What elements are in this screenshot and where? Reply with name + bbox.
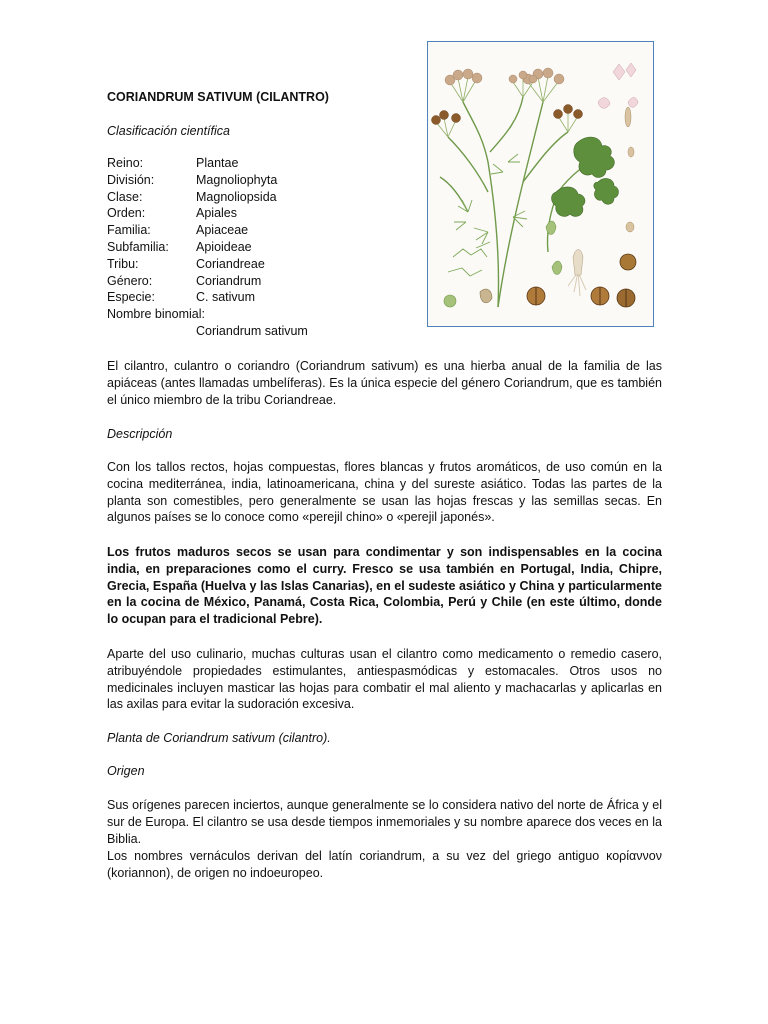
classification-row: [107, 189, 308, 206]
classification-value: Magnoliophyta: [196, 172, 278, 187]
binomial-value: Coriandrum sativum: [196, 323, 308, 338]
classification-key: Reino:: [107, 156, 144, 170]
classification-key: Género:: [107, 273, 153, 288]
classification-row: [107, 222, 308, 239]
coriander-plant-drawing: [428, 42, 653, 326]
classification-value: Plantae: [196, 156, 239, 170]
classification-row: [107, 256, 308, 273]
description-paragraph-1: Con los tallos rectos, hojas compuestas, flores blancas y frutos aromáticos, de uso común en la cocina mediterránea, india, latinoamericana, china y del sureste asiático. Todas las partes de la planta son comestibles, pero generalmente se usan las hojas frescas y las semillas secas. En algunos países se lo conoce como «perejil chino» o «perejil japonés».: [107, 460, 662, 525]
binomial-label: Nombre binomial:: [107, 307, 205, 322]
classification-row: [107, 155, 308, 172]
classification-value: Apiaceae: [196, 223, 249, 238]
plant-illustration: [427, 41, 654, 327]
classification-table: [107, 155, 308, 340]
origin-heading: Origen: [107, 764, 145, 778]
classification-key: Familia:: [107, 223, 151, 238]
figure-caption: Planta de Coriandrum sativum (cilantro).: [107, 731, 331, 745]
origin-paragraph-1: Sus orígenes parecen inciertos, aunque generalmente se lo considera nativo del norte de África y el sur de Europa. El cilantro se usa desde tiempos inmemoriales y su nombre aparece dos veces en la Biblia.: [107, 798, 662, 846]
classification-value: Coriandreae: [196, 256, 265, 271]
classification-row: [107, 273, 308, 290]
classification-key: Clase:: [107, 189, 143, 204]
origin-paragraph-2: Los nombres vernáculos derivan del latín coriandrum, a su vez del griego antiguo κορίαννον (koriannon), de origen no indoeuropeo.: [107, 849, 662, 880]
classification-key: Orden:: [107, 206, 146, 221]
classification-row: [107, 205, 308, 222]
classification-heading: Clasificación científica: [107, 124, 230, 138]
classification-row: [107, 172, 308, 189]
classification-value: Magnoliopsida: [196, 189, 277, 204]
classification-key: División:: [107, 172, 155, 187]
classification-key: Tribu:: [107, 256, 139, 271]
classification-value: Apiales: [196, 206, 237, 221]
description-paragraph-3: Aparte del uso culinario, muchas culturas usan el cilantro como medicamento o remedio casero, atribuyéndole propiedades estimulantes, antiespasmódicas y estomacales. Otros usos no medicinales incluyen masticar las hojas para combatir el mal aliento y machacarlas y aplicarlas en las axilas para evitar la sudoración excesiva.: [107, 647, 662, 712]
document-title: CORIANDRUM SATIVUM (CILANTRO): [107, 90, 329, 104]
classification-key: Subfamilia:: [107, 239, 169, 254]
description-heading: Descripción: [107, 427, 173, 441]
classification-value: Coriandrum: [196, 273, 262, 288]
classification-row: [107, 239, 308, 256]
classification-key: Especie:: [107, 290, 155, 305]
description-paragraph-2: Los frutos maduros secos se usan para condimentar y son indispensables en la cocina india, en preparaciones como el curry. Fresco se usa también en Portugal, India, Chipre, Grecia, España (Huelva y las Islas Canarias), en el sudeste asiático y China y particularmente en la cocina de México, Panamá, Costa Rica, Colombia, Perú y Chile (en este último, donde lo ocupan para el tradicional Pebre).: [107, 545, 662, 627]
intro-paragraph: El cilantro, culantro o coriandro (Coriandrum sativum) es una hierba anual de la familia de las apiáceas (antes llamadas umbelíferas). Es la única especie del género Coriandrum, que es también el único miembro de la tribu Coriandreae.: [107, 359, 662, 407]
binomial-value-row: [107, 323, 308, 340]
classification-value: C. sativum: [196, 290, 256, 305]
classification-row: [107, 289, 308, 306]
classification-value: Apioideae: [196, 239, 252, 254]
binomial-label-row: [107, 306, 308, 323]
